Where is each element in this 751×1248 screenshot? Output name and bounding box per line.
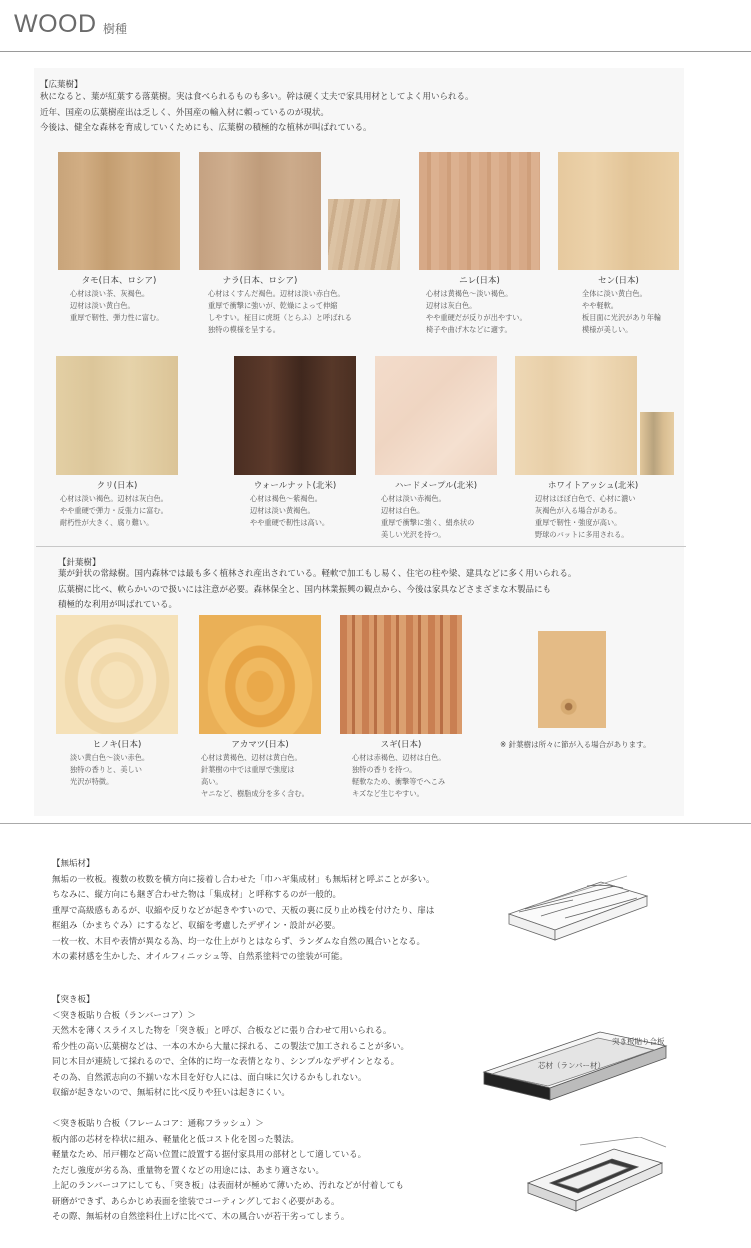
walnut-wood-sample [234, 356, 356, 475]
intro-line: 葉が針状の常緑樹。国内森林では最も多く植林され産出されている。軽軟で加工もし易く、住宅の柱や梁、建具などに多く用いられる。 [58, 569, 577, 579]
species-name: ナラ(日本、ロシア) [222, 276, 298, 286]
page-header [0, 0, 751, 52]
kuri-wood-sample [56, 356, 178, 475]
knot-wood-sample [538, 631, 606, 728]
intro-line: 積極的な利用が叫ばれている。 [58, 600, 178, 610]
solid-wood-section: 【無垢材】 無垢の一枚板。複数の枚数を横方向に接着し合わせた「巾ハギ集成材」も無垢材と呼ぶことが多い。 ちなみに、縦方向にも継ぎ合わせた物は「集成材」と呼称するのが一般的。 重厚で高級感もあるが、収縮や反りなどが起きやすいので、天板の裏に反り止め桟を付けたり、扉は 框組み（かまちぐみ）にするなど、収縮を考慮したデザイン・設計が必要。 一枚一枚、木目や表情が異なる為、均一な仕上がりとはならず、ランダムな自然の風合いとなる。 木の素材感を生かした、オイルフィニッシュ等、自然系塗料での塗装が可能。 [52, 859, 435, 962]
akamatsu-wood-sample [199, 615, 321, 734]
species-desc: 全体に淡い黄白色。 やや軽軟。 板目面に光沢があり年輪 模様が美しい。 [582, 289, 662, 334]
species-name: ニレ(日本) [459, 276, 500, 286]
intro-line: 広葉樹に比べ、軟らかいので扱いには注意が必要。森林保全と、国内林業振興の観点から、今後は家具などさまざまな木製品にも [58, 584, 552, 595]
veneer-ply-label: 突き板貼り合板 [612, 1037, 665, 1046]
core-label: 芯材（ランバー材） [538, 1061, 605, 1070]
page-subtitle: 樹種 [103, 22, 128, 36]
sen-wood-sample [558, 152, 679, 270]
species-name: ホワイトアッシュ(北米) [547, 481, 639, 491]
species-desc: 心材は褐色～紫褐色。 辺材は淡い黄褐色。 やや重硬で靭性は高い。 [250, 494, 330, 527]
page-title: WOOD [14, 10, 97, 38]
species-name: ヒノキ(日本) [92, 740, 142, 750]
subheading: ＜突き板貼り合板（ランバーコア）＞ [52, 1010, 196, 1021]
softwood-intro [58, 567, 576, 614]
hinoki-wood-sample [56, 615, 178, 734]
solid-wood-diagram [505, 874, 651, 954]
hardwood-label: 【広葉樹】 [40, 80, 83, 90]
species-desc: 辺材はほぼ白色で、心材に濃い 灰褐色が入る場合がある。 重厚で靭性・強度が高い。 野球のバットに多用される。 [535, 494, 636, 539]
knot-note: ※ 針葉樹は所々に節が入る場合があります。 [500, 740, 651, 749]
softwood-label: 【針葉樹】 [58, 558, 101, 568]
white-ash-wood-sample [515, 356, 637, 475]
species-name: ウォールナット(北米) [253, 481, 337, 491]
frame-core-diagram [520, 1137, 668, 1217]
hardwood-intro [40, 90, 474, 137]
subheading: ＜突き板貼り合板（フレームコア：通称フラッシュ）＞ [52, 1119, 264, 1129]
nire-wood-sample [419, 152, 540, 270]
species-desc: 淡い黄白色～淡い赤色。 独特の香りと、美しい 光沢が特徴。 [70, 753, 150, 786]
species-name: ハードメープル(北米) [394, 481, 478, 491]
species-name: クリ(日本) [96, 481, 138, 491]
intro-line: 秋になると、葉が紅葉する落葉樹。実は食べられるものも多い。幹は硬く丈夫で家具用材としてよく用いられる。 [40, 92, 474, 102]
species-name: セン(日本) [598, 276, 639, 286]
species-name: スギ(日本) [380, 740, 422, 750]
section-label: 【無垢材】 [52, 859, 95, 869]
intro-line: 今後は、健全な森林を育成していくためにも、広葉樹の積極的な植林が叫ばれている。 [40, 123, 372, 133]
species-name: アカマツ(日本) [231, 740, 289, 750]
white-ash-heartwood-sample [640, 412, 674, 475]
sugi-wood-sample [340, 615, 462, 734]
species-name: タモ(日本、ロシア) [81, 276, 157, 286]
section-rule [0, 823, 751, 824]
species-desc: 心材は淡い褐色。辺材は灰白色。 やや重硬で弾力・反張力に富む。 耐朽性が大きく、腐り難い。 [60, 494, 168, 527]
species-desc: 心材は赤褐色、辺材は白色。 独特の香りを持つ。 軽軟なため、衝撃等でへこみ キズなど生じやすい。 [352, 753, 446, 798]
intro-line: 近年、国産の広葉樹産出は乏しく、外国産の輸入材に頼っているのが現状。 [40, 107, 329, 118]
nara-wood-sample [199, 152, 321, 270]
species-desc: 心材は淡い赤褐色。 辺材は白色。 重厚で衝撃に強く、絹糸状の 美しい光沢を持つ。 [381, 494, 475, 539]
species-desc: 心材は黄褐色～淡い褐色。 辺材は灰白色。 やや重硬だが反りが出やすい。 椅子や曲げ木などに適す。 [426, 289, 527, 334]
nara-flake-grain-sample [328, 199, 400, 270]
species-desc: 心材はくすんだ褐色。辺材は淡い赤白色。 重厚で衝撃に強いが、乾燥によって伸縮 しやすい。柾目に虎斑（とらふ）と呼ばれる 独特の模様を呈する。 [208, 289, 352, 334]
section-divider [36, 546, 686, 547]
section-label: 【突き板】 [52, 995, 95, 1005]
tamo-wood-sample [58, 152, 180, 270]
species-desc: 心材は黄褐色、辺材は黄白色。 針葉樹の中では重厚で強度は 高い。 ヤニなど、樹脂成分を多く含む。 [201, 753, 309, 798]
veneer-section: 【突き板】 ＜突き板貼り合板（ランバーコア）＞ 天然木を薄くスライスした物を「突き板」と呼び、合板などに張り合わせて用いられる。 希少性の高い広葉樹などは、一本の木から大量に採れる、この製法で加工されることが多い。 同じ木目が連続して採れるので、全体的に均一な表情となり、シンプルなデザインとなる。 その為、自然派志向の不揃いな木目を好む人には、面白味に欠けるかもしれない。 収縮が起きないので、無垢材に比べ反りや狂いは起きにくい。 ＜突き板貼り合板（フレームコア：通称フラッシュ）＞ 板内部の芯材を枠状に組み、軽量化と低コスト化を図った製法。 軽量なため、吊戸棚など高い位置に設置する据付家具用の部材として適している。 ただし強度が劣る為、重量物を置くなどの用途には、あまり適さない。 上記のランバーコアにしても、「突き板」は表面材が極めて薄いため、汚れなどが付着しても 研磨ができず、あらかじめ表面を塗装でコーティングしておく必要がある。 その際、無垢材の自然塗料仕上げに比べて、木の風合いが若干劣ってしまう。 [52, 995, 410, 1222]
species-desc: 心材は淡い茶、灰褐色。 辺材は淡い黄白色。 重厚で靭性、弾力性に富む。 [70, 289, 164, 322]
hard-maple-wood-sample [375, 356, 497, 475]
